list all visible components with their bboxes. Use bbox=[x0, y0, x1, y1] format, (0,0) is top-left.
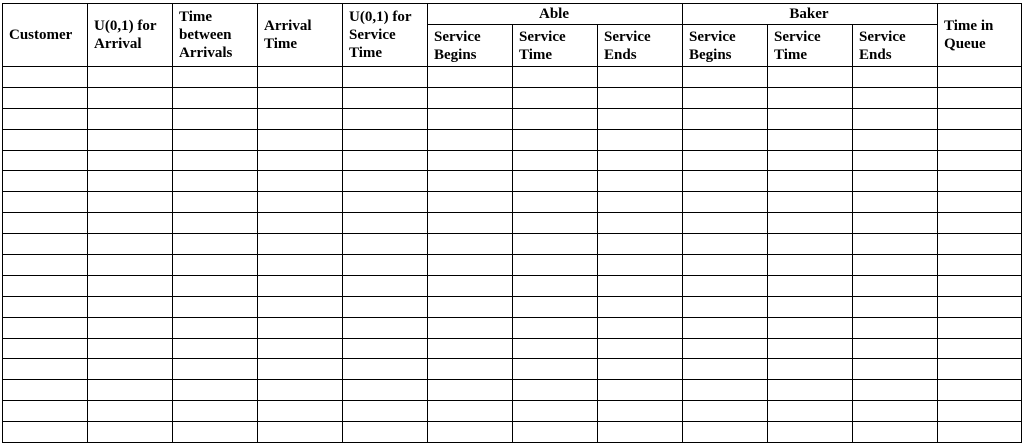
table-cell[interactable] bbox=[598, 380, 683, 401]
table-row bbox=[3, 338, 1022, 359]
table-cell[interactable] bbox=[938, 275, 1022, 296]
table-cell[interactable] bbox=[258, 401, 343, 422]
table-cell[interactable] bbox=[258, 275, 343, 296]
table-cell[interactable] bbox=[173, 213, 258, 234]
table-cell[interactable] bbox=[513, 150, 598, 171]
table-cell[interactable] bbox=[173, 296, 258, 317]
table-cell[interactable] bbox=[343, 255, 428, 276]
table-body bbox=[3, 67, 1022, 443]
table-cell[interactable] bbox=[853, 67, 938, 88]
table-cell[interactable] bbox=[683, 234, 768, 255]
table-row bbox=[3, 87, 1022, 108]
table-cell[interactable] bbox=[88, 192, 173, 213]
header-baker-service-begins: Service Begins bbox=[683, 25, 768, 67]
header-baker-service-ends: Service Ends bbox=[853, 25, 938, 67]
table-cell[interactable] bbox=[938, 129, 1022, 150]
table-cell[interactable] bbox=[3, 275, 88, 296]
table-row bbox=[3, 275, 1022, 296]
table-cell[interactable] bbox=[88, 317, 173, 338]
table-cell[interactable] bbox=[173, 422, 258, 443]
table-cell[interactable] bbox=[258, 108, 343, 129]
table-cell[interactable] bbox=[258, 67, 343, 88]
table-cell[interactable] bbox=[88, 401, 173, 422]
table-cell[interactable] bbox=[853, 87, 938, 108]
table-cell[interactable] bbox=[768, 129, 853, 150]
table-cell[interactable] bbox=[88, 380, 173, 401]
table-cell[interactable] bbox=[853, 129, 938, 150]
table-cell[interactable] bbox=[938, 192, 1022, 213]
table-cell[interactable] bbox=[258, 171, 343, 192]
table-cell[interactable] bbox=[683, 338, 768, 359]
table-cell[interactable] bbox=[343, 150, 428, 171]
table-cell[interactable] bbox=[173, 255, 258, 276]
table-cell[interactable] bbox=[428, 171, 513, 192]
table-cell[interactable] bbox=[428, 150, 513, 171]
table-cell[interactable] bbox=[598, 87, 683, 108]
table-cell[interactable] bbox=[88, 129, 173, 150]
table-cell[interactable] bbox=[683, 401, 768, 422]
table-cell[interactable] bbox=[3, 422, 88, 443]
table-cell[interactable] bbox=[173, 108, 258, 129]
table-cell[interactable] bbox=[938, 87, 1022, 108]
table-cell[interactable] bbox=[343, 129, 428, 150]
table-cell[interactable] bbox=[683, 150, 768, 171]
table-cell[interactable] bbox=[258, 150, 343, 171]
table-cell[interactable] bbox=[768, 108, 853, 129]
table-cell[interactable] bbox=[938, 213, 1022, 234]
table-cell[interactable] bbox=[258, 129, 343, 150]
table-cell[interactable] bbox=[683, 192, 768, 213]
table-cell[interactable] bbox=[598, 192, 683, 213]
table-cell[interactable] bbox=[938, 422, 1022, 443]
table-cell[interactable] bbox=[513, 317, 598, 338]
table-cell[interactable] bbox=[853, 255, 938, 276]
table-cell[interactable] bbox=[598, 150, 683, 171]
table-cell[interactable] bbox=[258, 234, 343, 255]
table-cell[interactable] bbox=[258, 192, 343, 213]
table-row bbox=[3, 296, 1022, 317]
table-cell[interactable] bbox=[428, 129, 513, 150]
table-cell[interactable] bbox=[683, 213, 768, 234]
table-cell[interactable] bbox=[173, 401, 258, 422]
table-cell[interactable] bbox=[3, 108, 88, 129]
table-cell[interactable] bbox=[513, 67, 598, 88]
table-cell[interactable] bbox=[513, 255, 598, 276]
table-cell[interactable] bbox=[938, 401, 1022, 422]
table-cell[interactable] bbox=[88, 422, 173, 443]
table-cell[interactable] bbox=[768, 87, 853, 108]
table-cell[interactable] bbox=[853, 359, 938, 380]
table-cell[interactable] bbox=[768, 275, 853, 296]
table-cell[interactable] bbox=[258, 380, 343, 401]
table-cell[interactable] bbox=[3, 87, 88, 108]
table-cell[interactable] bbox=[428, 87, 513, 108]
table-cell[interactable] bbox=[598, 108, 683, 129]
table-cell[interactable] bbox=[513, 192, 598, 213]
table-cell[interactable] bbox=[683, 129, 768, 150]
table-cell[interactable] bbox=[513, 213, 598, 234]
header-group-able: Able bbox=[428, 4, 683, 25]
table-cell[interactable] bbox=[598, 296, 683, 317]
table-cell[interactable] bbox=[768, 317, 853, 338]
table-row bbox=[3, 255, 1022, 276]
table-cell[interactable] bbox=[428, 108, 513, 129]
table-cell[interactable] bbox=[258, 255, 343, 276]
table-cell[interactable] bbox=[683, 296, 768, 317]
table-cell[interactable] bbox=[343, 108, 428, 129]
table-cell[interactable] bbox=[428, 401, 513, 422]
table-cell[interactable] bbox=[173, 317, 258, 338]
table-cell[interactable] bbox=[513, 296, 598, 317]
table-cell[interactable] bbox=[3, 401, 88, 422]
table-cell[interactable] bbox=[428, 234, 513, 255]
table-cell[interactable] bbox=[938, 108, 1022, 129]
table-cell[interactable] bbox=[768, 67, 853, 88]
table-row bbox=[3, 380, 1022, 401]
table-cell[interactable] bbox=[343, 422, 428, 443]
table-cell[interactable] bbox=[173, 150, 258, 171]
header-time-between-arrivals: Time between Arrivals bbox=[173, 4, 258, 67]
table-cell[interactable] bbox=[3, 234, 88, 255]
table-cell[interactable] bbox=[513, 129, 598, 150]
table-cell[interactable] bbox=[683, 380, 768, 401]
table-cell[interactable] bbox=[173, 380, 258, 401]
table-cell[interactable] bbox=[3, 171, 88, 192]
table-cell[interactable] bbox=[683, 255, 768, 276]
table-row bbox=[3, 401, 1022, 422]
table-cell[interactable] bbox=[173, 234, 258, 255]
table-cell[interactable] bbox=[428, 192, 513, 213]
header-time-in-queue: Time in Queue bbox=[938, 4, 1022, 67]
simulation-table bbox=[2, 3, 1022, 443]
table-cell[interactable] bbox=[683, 108, 768, 129]
table-cell[interactable] bbox=[513, 171, 598, 192]
table-cell[interactable] bbox=[513, 338, 598, 359]
table-cell[interactable] bbox=[343, 213, 428, 234]
header-u-service: U(0,1) for Service Time bbox=[343, 4, 428, 67]
table-cell[interactable] bbox=[768, 192, 853, 213]
table-cell[interactable] bbox=[598, 129, 683, 150]
table-cell[interactable] bbox=[88, 234, 173, 255]
table-cell[interactable] bbox=[513, 401, 598, 422]
table-cell[interactable] bbox=[428, 255, 513, 276]
table-cell[interactable] bbox=[853, 150, 938, 171]
table-cell[interactable] bbox=[3, 67, 88, 88]
table-cell[interactable] bbox=[598, 275, 683, 296]
header-able-service-time: Service Time bbox=[513, 25, 598, 67]
table-cell[interactable] bbox=[513, 108, 598, 129]
table-row bbox=[3, 317, 1022, 338]
table-cell[interactable] bbox=[343, 359, 428, 380]
table-cell[interactable] bbox=[343, 192, 428, 213]
table-cell[interactable] bbox=[768, 296, 853, 317]
table-cell[interactable] bbox=[938, 338, 1022, 359]
table-row bbox=[3, 108, 1022, 129]
table-cell[interactable] bbox=[258, 317, 343, 338]
table-cell[interactable] bbox=[683, 422, 768, 443]
table-cell[interactable] bbox=[768, 255, 853, 276]
table-cell[interactable] bbox=[173, 275, 258, 296]
table-cell[interactable] bbox=[428, 380, 513, 401]
table-cell[interactable] bbox=[3, 338, 88, 359]
table-cell[interactable] bbox=[428, 422, 513, 443]
table-cell[interactable] bbox=[3, 380, 88, 401]
header-row-groups bbox=[3, 4, 1022, 25]
table-cell[interactable] bbox=[3, 129, 88, 150]
table-cell[interactable] bbox=[768, 150, 853, 171]
table-row bbox=[3, 422, 1022, 443]
header-group-baker: Baker bbox=[683, 4, 938, 25]
table-cell[interactable] bbox=[683, 171, 768, 192]
table-cell[interactable] bbox=[598, 338, 683, 359]
table-cell[interactable] bbox=[173, 192, 258, 213]
table-cell[interactable] bbox=[598, 213, 683, 234]
table-cell[interactable] bbox=[853, 275, 938, 296]
table-cell[interactable] bbox=[428, 317, 513, 338]
table-cell[interactable] bbox=[598, 234, 683, 255]
table-row bbox=[3, 192, 1022, 213]
header-u-arrival: U(0,1) for Arrival bbox=[88, 4, 173, 67]
table-cell[interactable] bbox=[598, 255, 683, 276]
table-cell[interactable] bbox=[513, 275, 598, 296]
table-cell[interactable] bbox=[173, 67, 258, 88]
table-cell[interactable] bbox=[88, 296, 173, 317]
table-cell[interactable] bbox=[513, 380, 598, 401]
table-cell[interactable] bbox=[3, 359, 88, 380]
table-cell[interactable] bbox=[173, 129, 258, 150]
table-cell[interactable] bbox=[428, 296, 513, 317]
table-cell[interactable] bbox=[428, 213, 513, 234]
table-cell[interactable] bbox=[768, 234, 853, 255]
table-cell[interactable] bbox=[768, 380, 853, 401]
table-cell[interactable] bbox=[768, 359, 853, 380]
table-cell[interactable] bbox=[768, 171, 853, 192]
table-row bbox=[3, 359, 1022, 380]
table-cell[interactable] bbox=[88, 275, 173, 296]
table-cell[interactable] bbox=[343, 338, 428, 359]
table-cell[interactable] bbox=[598, 422, 683, 443]
table-cell[interactable] bbox=[3, 255, 88, 276]
table-cell[interactable] bbox=[343, 67, 428, 88]
table-cell[interactable] bbox=[598, 359, 683, 380]
table-cell[interactable] bbox=[513, 422, 598, 443]
header-able-service-begins: Service Begins bbox=[428, 25, 513, 67]
table-row bbox=[3, 234, 1022, 255]
table-cell[interactable] bbox=[513, 359, 598, 380]
table-cell[interactable] bbox=[853, 192, 938, 213]
table-cell[interactable] bbox=[88, 67, 173, 88]
table-cell[interactable] bbox=[513, 234, 598, 255]
table-cell[interactable] bbox=[683, 275, 768, 296]
table-cell[interactable] bbox=[598, 401, 683, 422]
table-cell[interactable] bbox=[3, 213, 88, 234]
table-cell[interactable] bbox=[853, 380, 938, 401]
table-row bbox=[3, 171, 1022, 192]
table-cell[interactable] bbox=[938, 171, 1022, 192]
header-able-service-ends: Service Ends bbox=[598, 25, 683, 67]
table-cell[interactable] bbox=[88, 108, 173, 129]
table-cell[interactable] bbox=[853, 338, 938, 359]
table-cell[interactable] bbox=[768, 401, 853, 422]
table-cell[interactable] bbox=[598, 171, 683, 192]
table-cell[interactable] bbox=[768, 422, 853, 443]
table-cell[interactable] bbox=[938, 296, 1022, 317]
table-cell[interactable] bbox=[258, 422, 343, 443]
table-cell[interactable] bbox=[88, 255, 173, 276]
table-cell[interactable] bbox=[258, 296, 343, 317]
table-cell[interactable] bbox=[683, 87, 768, 108]
table-cell[interactable] bbox=[343, 401, 428, 422]
table-cell[interactable] bbox=[3, 296, 88, 317]
table-cell[interactable] bbox=[173, 87, 258, 108]
table-cell[interactable] bbox=[683, 317, 768, 338]
table-cell[interactable] bbox=[258, 213, 343, 234]
table-cell[interactable] bbox=[938, 380, 1022, 401]
table-cell[interactable] bbox=[683, 67, 768, 88]
table-cell[interactable] bbox=[853, 213, 938, 234]
table-cell[interactable] bbox=[853, 422, 938, 443]
table-header bbox=[3, 4, 1022, 67]
table-cell[interactable] bbox=[598, 317, 683, 338]
table-cell[interactable] bbox=[428, 275, 513, 296]
table-row bbox=[3, 129, 1022, 150]
table-cell[interactable] bbox=[343, 317, 428, 338]
table-cell[interactable] bbox=[598, 67, 683, 88]
table-row bbox=[3, 213, 1022, 234]
table-cell[interactable] bbox=[258, 338, 343, 359]
table-cell[interactable] bbox=[513, 87, 598, 108]
table-cell[interactable] bbox=[853, 171, 938, 192]
table-row bbox=[3, 67, 1022, 88]
table-cell[interactable] bbox=[173, 171, 258, 192]
table-cell[interactable] bbox=[768, 213, 853, 234]
header-customer: Customer bbox=[3, 4, 88, 67]
table-cell[interactable] bbox=[3, 317, 88, 338]
table-cell[interactable] bbox=[938, 67, 1022, 88]
table-cell[interactable] bbox=[343, 296, 428, 317]
table-cell[interactable] bbox=[258, 359, 343, 380]
table-cell[interactable] bbox=[683, 359, 768, 380]
table-cell[interactable] bbox=[343, 171, 428, 192]
table-cell[interactable] bbox=[343, 234, 428, 255]
table-cell[interactable] bbox=[428, 338, 513, 359]
table-cell[interactable] bbox=[853, 234, 938, 255]
table-cell[interactable] bbox=[173, 359, 258, 380]
table-cell[interactable] bbox=[343, 275, 428, 296]
table-cell[interactable] bbox=[938, 234, 1022, 255]
header-baker-service-time: Service Time bbox=[768, 25, 853, 67]
table-cell[interactable] bbox=[88, 359, 173, 380]
table-cell[interactable] bbox=[88, 87, 173, 108]
table-cell[interactable] bbox=[768, 338, 853, 359]
table-cell[interactable] bbox=[853, 317, 938, 338]
table-cell[interactable] bbox=[853, 296, 938, 317]
table-cell[interactable] bbox=[88, 338, 173, 359]
table-cell[interactable] bbox=[88, 171, 173, 192]
table-cell[interactable] bbox=[853, 108, 938, 129]
table-cell[interactable] bbox=[428, 359, 513, 380]
table-cell[interactable] bbox=[428, 67, 513, 88]
table-cell[interactable] bbox=[3, 150, 88, 171]
header-arrival-time: Arrival Time bbox=[258, 4, 343, 67]
table-cell[interactable] bbox=[258, 87, 343, 108]
table-cell[interactable] bbox=[938, 150, 1022, 171]
table-cell[interactable] bbox=[343, 87, 428, 108]
table-cell[interactable] bbox=[343, 380, 428, 401]
table-cell[interactable] bbox=[938, 359, 1022, 380]
table-cell[interactable] bbox=[3, 192, 88, 213]
table-cell[interactable] bbox=[173, 338, 258, 359]
table-cell[interactable] bbox=[853, 401, 938, 422]
table-cell[interactable] bbox=[88, 150, 173, 171]
table-row bbox=[3, 150, 1022, 171]
table-cell[interactable] bbox=[938, 317, 1022, 338]
table-cell[interactable] bbox=[938, 255, 1022, 276]
table-cell[interactable] bbox=[88, 213, 173, 234]
